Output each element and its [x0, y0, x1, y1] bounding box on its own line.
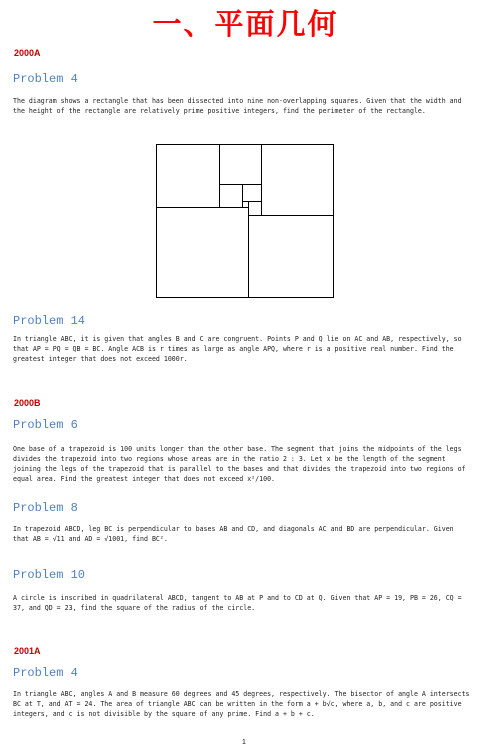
problem-heading: Problem 4 — [13, 666, 78, 680]
problem-heading: Problem 14 — [13, 314, 86, 328]
problem-heading: Problem 4 — [13, 72, 78, 86]
problem-text: In triangle ABC, it is given that angles B and C are congruent. Points P and Q lie on AC and AB, respectively, so that AP = PQ = QB = BC. Angle ACB is r times as large as angle APQ, where r is a positive real number. Find the greatest integer that does not exceed 1000r. — [13, 335, 462, 363]
page-number: 1 — [242, 739, 246, 746]
page-title: 一、平面几何 — [152, 7, 339, 41]
problem-text: The diagram shows a rectangle that has been dissected into nine non-overlapping squares. Given that the width and the height of the rectangle are relatively prime positive integers, find the perimeter of the rectangle. — [13, 97, 462, 115]
section-year-2000b: 2000B — [14, 398, 41, 408]
problem-text: One base of a trapezoid is 100 units longer than the other base. The segment that joins the midpoints of the legs divides the trapezoid into two regions whose areas are in the ratio 2 : 3. Let x be the length of the segment joining the legs of the trapezoid that is parallel to the bases and that divides the trapezoid into two regions of equal area. Find the greatest integer that does not exceed x²/100. — [13, 445, 466, 483]
problem-text: A circle is inscribed in quadrilateral ABCD, tangent to AB at P and to CD at Q. Given that AP = 19, PB = 26, CQ = 37, and QD = 23, find the square of the radius of the circle. — [13, 594, 462, 612]
section-year-2000a: 2000A — [14, 48, 41, 58]
problem-heading: Problem 8 — [13, 501, 78, 515]
problem-text: In trapezoid ABCD, leg BC is perpendicular to bases AB and CD, and diagonals AC and BD are perpendicular. Given that AB = √11 and AD = √1001, find BC². — [13, 525, 454, 543]
problem-heading: Problem 10 — [13, 568, 86, 582]
section-year-2001a: 2001A — [14, 646, 41, 656]
problem-text: In triangle ABC, angles A and B measure 60 degrees and 45 degrees, respectively. The bisector of angle A intersects BC at T, and AT = 24. The area of triangle ABC can be written in the form a + b√c, where a, b, and c are positive integers, and c is not divisible by the square of any prime. Find a + b + c. — [13, 690, 470, 718]
dissected-rectangle-diagram — [0, 140, 491, 310]
problem-heading: Problem 6 — [13, 418, 78, 432]
